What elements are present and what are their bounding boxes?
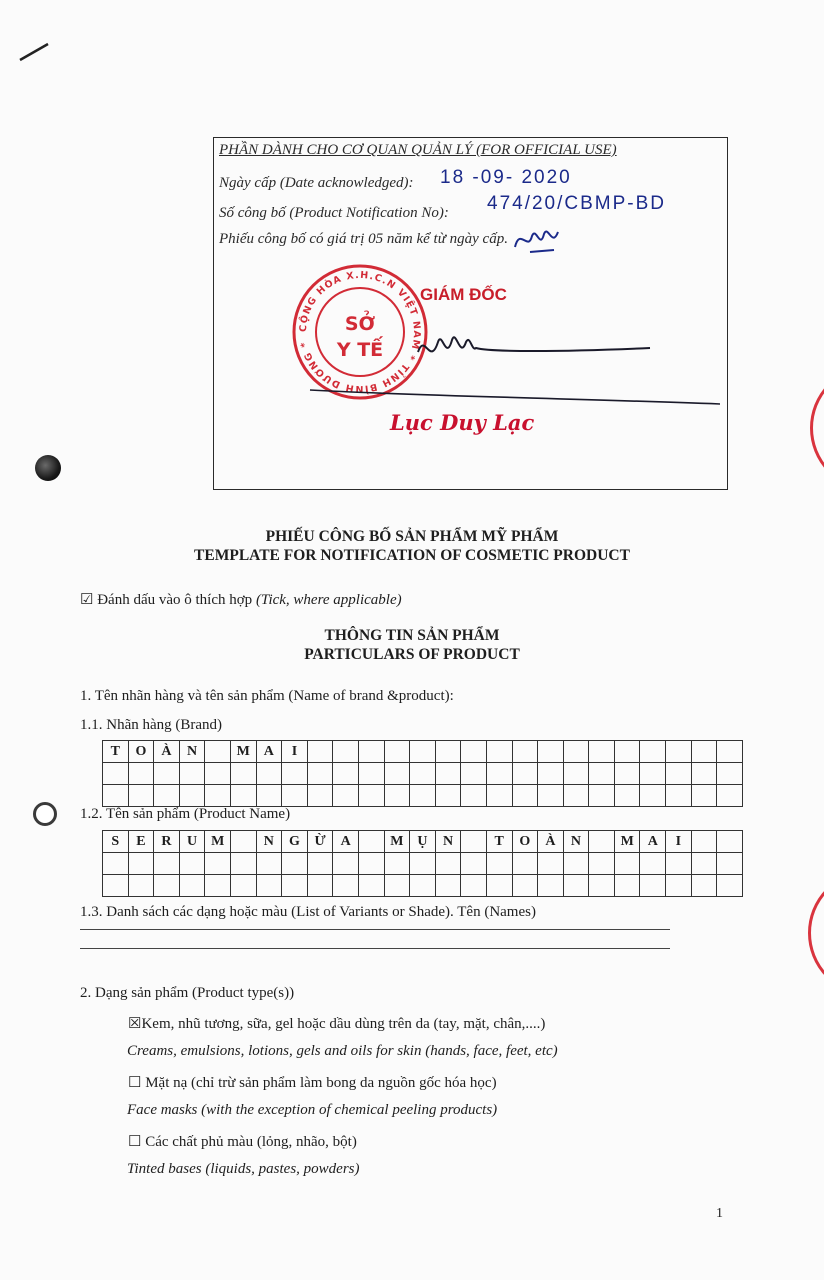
grid-cell <box>307 853 333 875</box>
question-1-2: 1.2. Tên sản phẩm (Product Name) <box>80 806 291 822</box>
grid-cell: A <box>333 831 359 853</box>
grid-cell <box>256 875 282 897</box>
grid-cell <box>461 853 487 875</box>
grid-cell <box>435 741 461 763</box>
product-type-3-vi: Các chất phủ màu (lỏng, nhão, bột) <box>145 1134 357 1150</box>
tick-note-vi: Đánh dấu vào ô thích hợp <box>97 592 253 608</box>
grid-cell <box>717 763 743 785</box>
official-use-title: PHẦN DÀNH CHO CƠ QUAN QUẢN LÝ (FOR OFFICIAL USE) <box>219 142 617 158</box>
grid-cell <box>128 875 154 897</box>
grid-cell: Ừ <box>307 831 333 853</box>
product-type-option-3 <box>128 1132 357 1151</box>
director-signature <box>300 312 720 407</box>
grid-cell <box>614 763 640 785</box>
grid-cell <box>538 853 564 875</box>
grid-cell <box>486 875 512 897</box>
grid-cell <box>333 741 359 763</box>
signer-name: Lục Duy Lạc <box>390 410 535 435</box>
grid-cell <box>358 763 384 785</box>
grid-cell <box>256 763 282 785</box>
grid-cell <box>691 831 717 853</box>
grid-cell <box>691 785 717 807</box>
grid-cell <box>307 763 333 785</box>
grid-cell <box>666 785 692 807</box>
grid-cell <box>563 853 589 875</box>
grid-cell <box>256 853 282 875</box>
grid-cell <box>461 831 487 853</box>
grid-cell <box>717 853 743 875</box>
form-title-vi: PHIẾU CÔNG BỐ SẢN PHẨM MỸ PHẨM <box>265 528 559 545</box>
grid-cell: M <box>614 831 640 853</box>
grid-cell <box>614 741 640 763</box>
grid-cell <box>128 763 154 785</box>
grid-cell <box>563 875 589 897</box>
grid-cell <box>717 875 743 897</box>
grid-cell <box>307 875 333 897</box>
grid-cell <box>179 875 205 897</box>
brand-grid <box>102 740 743 807</box>
question-1-1: 1.1. Nhãn hàng (Brand) <box>80 717 223 733</box>
grid-cell <box>103 763 129 785</box>
grid-cell <box>589 785 615 807</box>
grid-cell <box>589 741 615 763</box>
grid-cell <box>205 875 231 897</box>
grid-cell <box>717 785 743 807</box>
variants-line-1 <box>80 929 670 930</box>
grid-cell <box>282 875 308 897</box>
validity-note: Phiếu công bố có giá trị 05 năm kể từ ngày cấp. <box>219 231 508 247</box>
grid-cell <box>358 853 384 875</box>
grid-cell <box>512 875 538 897</box>
grid-cell <box>563 763 589 785</box>
grid-cell <box>717 741 743 763</box>
grid-cell: U <box>179 831 205 853</box>
grid-cell <box>128 853 154 875</box>
grid-cell <box>333 853 359 875</box>
grid-cell <box>384 875 410 897</box>
grid-cell <box>435 763 461 785</box>
section-title-vi: THÔNG TIN SẢN PHẨM <box>324 627 500 644</box>
grid-cell <box>384 785 410 807</box>
grid-cell <box>205 763 231 785</box>
grid-cell <box>640 853 666 875</box>
grid-cell: M <box>205 831 231 853</box>
product-type-3-en: Tinted bases (liquids, pastes, powders) <box>127 1161 360 1177</box>
grid-cell <box>230 763 256 785</box>
grid-cell: T <box>103 741 129 763</box>
grid-cell <box>589 831 615 853</box>
grid-cell <box>512 741 538 763</box>
grid-cell <box>461 875 487 897</box>
grid-cell <box>333 875 359 897</box>
product-type-option-2 <box>128 1073 497 1092</box>
edge-seal-top <box>810 365 824 491</box>
grid-cell <box>666 763 692 785</box>
grid-cell <box>640 785 666 807</box>
seal-ring-text: CỘNG HÒA X.H.C.N VIỆT NAM * TỈNH BÌNH DƯƠNG * <box>297 269 423 395</box>
grid-cell <box>230 875 256 897</box>
notification-no-value: 474/20/CBMP-BD <box>487 193 667 214</box>
product-type-2-vi: Mặt nạ (chỉ trừ sản phẩm làm bong da nguồn gốc hóa học) <box>145 1075 497 1091</box>
question-1-3: 1.3. Danh sách các dạng hoặc màu (List of Variants or Shade). Tên (Names) <box>80 904 536 920</box>
grid-cell <box>128 785 154 807</box>
grid-cell <box>179 785 205 807</box>
grid-cell <box>435 785 461 807</box>
grid-cell <box>410 763 436 785</box>
grid-cell <box>282 763 308 785</box>
grid-cell: A <box>256 741 282 763</box>
grid-cell <box>666 875 692 897</box>
product-name-grid <box>102 830 743 897</box>
grid-cell: À <box>538 831 564 853</box>
grid-cell <box>333 763 359 785</box>
grid-cell <box>538 741 564 763</box>
grid-cell <box>486 785 512 807</box>
grid-cell <box>589 763 615 785</box>
grid-cell: M <box>230 741 256 763</box>
pen-mark <box>18 36 58 66</box>
grid-cell <box>640 741 666 763</box>
grid-cell <box>256 785 282 807</box>
grid-cell <box>486 763 512 785</box>
grid-cell: M <box>384 831 410 853</box>
grid-cell <box>486 853 512 875</box>
grid-cell: I <box>666 831 692 853</box>
grid-cell: T <box>486 831 512 853</box>
date-acknowledged-label: Ngày cấp (Date acknowledged): <box>219 175 414 191</box>
grid-cell <box>614 853 640 875</box>
grid-cell <box>179 853 205 875</box>
grid-cell: N <box>435 831 461 853</box>
product-type-2-en: Face masks (with the exception of chemical peeling products) <box>127 1102 498 1118</box>
grid-cell <box>282 853 308 875</box>
grid-cell <box>666 741 692 763</box>
product-type-option-1 <box>128 1014 545 1033</box>
grid-cell <box>205 741 231 763</box>
tick-checkbox: ☑ <box>80 592 94 608</box>
grid-cell <box>410 875 436 897</box>
grid-cell <box>589 853 615 875</box>
grid-cell: N <box>179 741 205 763</box>
product-type-1-vi: Kem, nhũ tương, sữa, gel hoặc dầu dùng trên da (tay, mặt, chân,....) <box>141 1016 546 1032</box>
edge-seal-bottom <box>808 870 824 996</box>
question-1: 1. Tên nhãn hàng và tên sản phẩm (Name of brand &product): <box>80 688 454 704</box>
grid-cell <box>589 875 615 897</box>
grid-cell <box>103 875 129 897</box>
grid-cell <box>230 831 256 853</box>
page-number: 1 <box>716 1206 723 1221</box>
grid-cell <box>358 741 384 763</box>
grid-cell <box>410 785 436 807</box>
section-title-en: PARTICULARS OF PRODUCT <box>304 646 520 663</box>
grid-cell <box>103 853 129 875</box>
grid-cell: A <box>640 831 666 853</box>
notification-no-label: Số công bố (Product Notification No): <box>219 205 449 221</box>
grid-cell: O <box>512 831 538 853</box>
grid-cell <box>205 853 231 875</box>
grid-cell: N <box>563 831 589 853</box>
grid-cell <box>717 831 743 853</box>
grid-cell <box>384 853 410 875</box>
grid-cell <box>410 741 436 763</box>
grid-cell <box>666 853 692 875</box>
grid-cell <box>614 785 640 807</box>
director-title: GIÁM ĐỐC <box>420 285 507 304</box>
grid-cell <box>691 763 717 785</box>
grid-cell <box>358 831 384 853</box>
grid-cell: G <box>282 831 308 853</box>
grid-cell: R <box>154 831 180 853</box>
grid-cell <box>103 785 129 807</box>
grid-cell: N <box>256 831 282 853</box>
variants-line-2 <box>80 948 670 949</box>
grid-cell <box>307 785 333 807</box>
grid-cell <box>614 875 640 897</box>
date-acknowledged-value: 18 -09- 2020 <box>440 167 572 188</box>
grid-cell <box>435 853 461 875</box>
grid-cell: E <box>128 831 154 853</box>
grid-cell <box>691 875 717 897</box>
grid-cell <box>691 853 717 875</box>
punch-hole-bottom <box>33 802 57 826</box>
seal-line-1: SỞ <box>344 313 376 335</box>
grid-cell <box>563 741 589 763</box>
grid-cell <box>230 785 256 807</box>
grid-cell <box>538 763 564 785</box>
product-type-1-en: Creams, emulsions, lotions, gels and oils for skin (hands, face, feet, etc) <box>127 1043 558 1059</box>
grid-cell <box>435 875 461 897</box>
grid-cell <box>461 763 487 785</box>
grid-cell <box>486 741 512 763</box>
tick-note <box>80 590 402 609</box>
grid-cell: Ụ <box>410 831 436 853</box>
grid-cell <box>640 763 666 785</box>
grid-cell <box>154 875 180 897</box>
grid-cell <box>154 785 180 807</box>
grid-cell: S <box>103 831 129 853</box>
initials-signature <box>510 222 570 262</box>
grid-cell <box>384 763 410 785</box>
grid-cell <box>563 785 589 807</box>
grid-cell: O <box>128 741 154 763</box>
seal-line-2: Y TẾ <box>336 339 384 361</box>
tick-note-en: (Tick, where applicable) <box>255 592 402 608</box>
grid-cell <box>410 853 436 875</box>
grid-cell <box>333 785 359 807</box>
grid-cell <box>307 741 333 763</box>
grid-cell <box>205 785 231 807</box>
grid-cell <box>384 741 410 763</box>
grid-cell <box>179 763 205 785</box>
grid-cell <box>512 763 538 785</box>
grid-cell <box>538 875 564 897</box>
grid-cell <box>512 785 538 807</box>
grid-cell <box>691 741 717 763</box>
grid-cell: I <box>282 741 308 763</box>
product-type-1-checkbox: ☒ <box>128 1016 142 1032</box>
grid-cell <box>358 875 384 897</box>
grid-cell <box>538 785 564 807</box>
grid-cell <box>512 853 538 875</box>
form-title-en: TEMPLATE FOR NOTIFICATION OF COSMETIC PRODUCT <box>194 547 630 564</box>
grid-cell <box>154 763 180 785</box>
product-type-2-checkbox: ☐ <box>128 1075 142 1091</box>
grid-cell <box>640 875 666 897</box>
grid-cell <box>461 741 487 763</box>
grid-cell <box>154 853 180 875</box>
grid-cell: À <box>154 741 180 763</box>
punch-hole-top <box>35 455 61 481</box>
question-2: 2. Dạng sản phẩm (Product type(s)) <box>80 985 295 1001</box>
grid-cell <box>282 785 308 807</box>
product-type-3-checkbox: ☐ <box>128 1134 142 1150</box>
grid-cell <box>230 853 256 875</box>
grid-cell <box>461 785 487 807</box>
grid-cell <box>358 785 384 807</box>
